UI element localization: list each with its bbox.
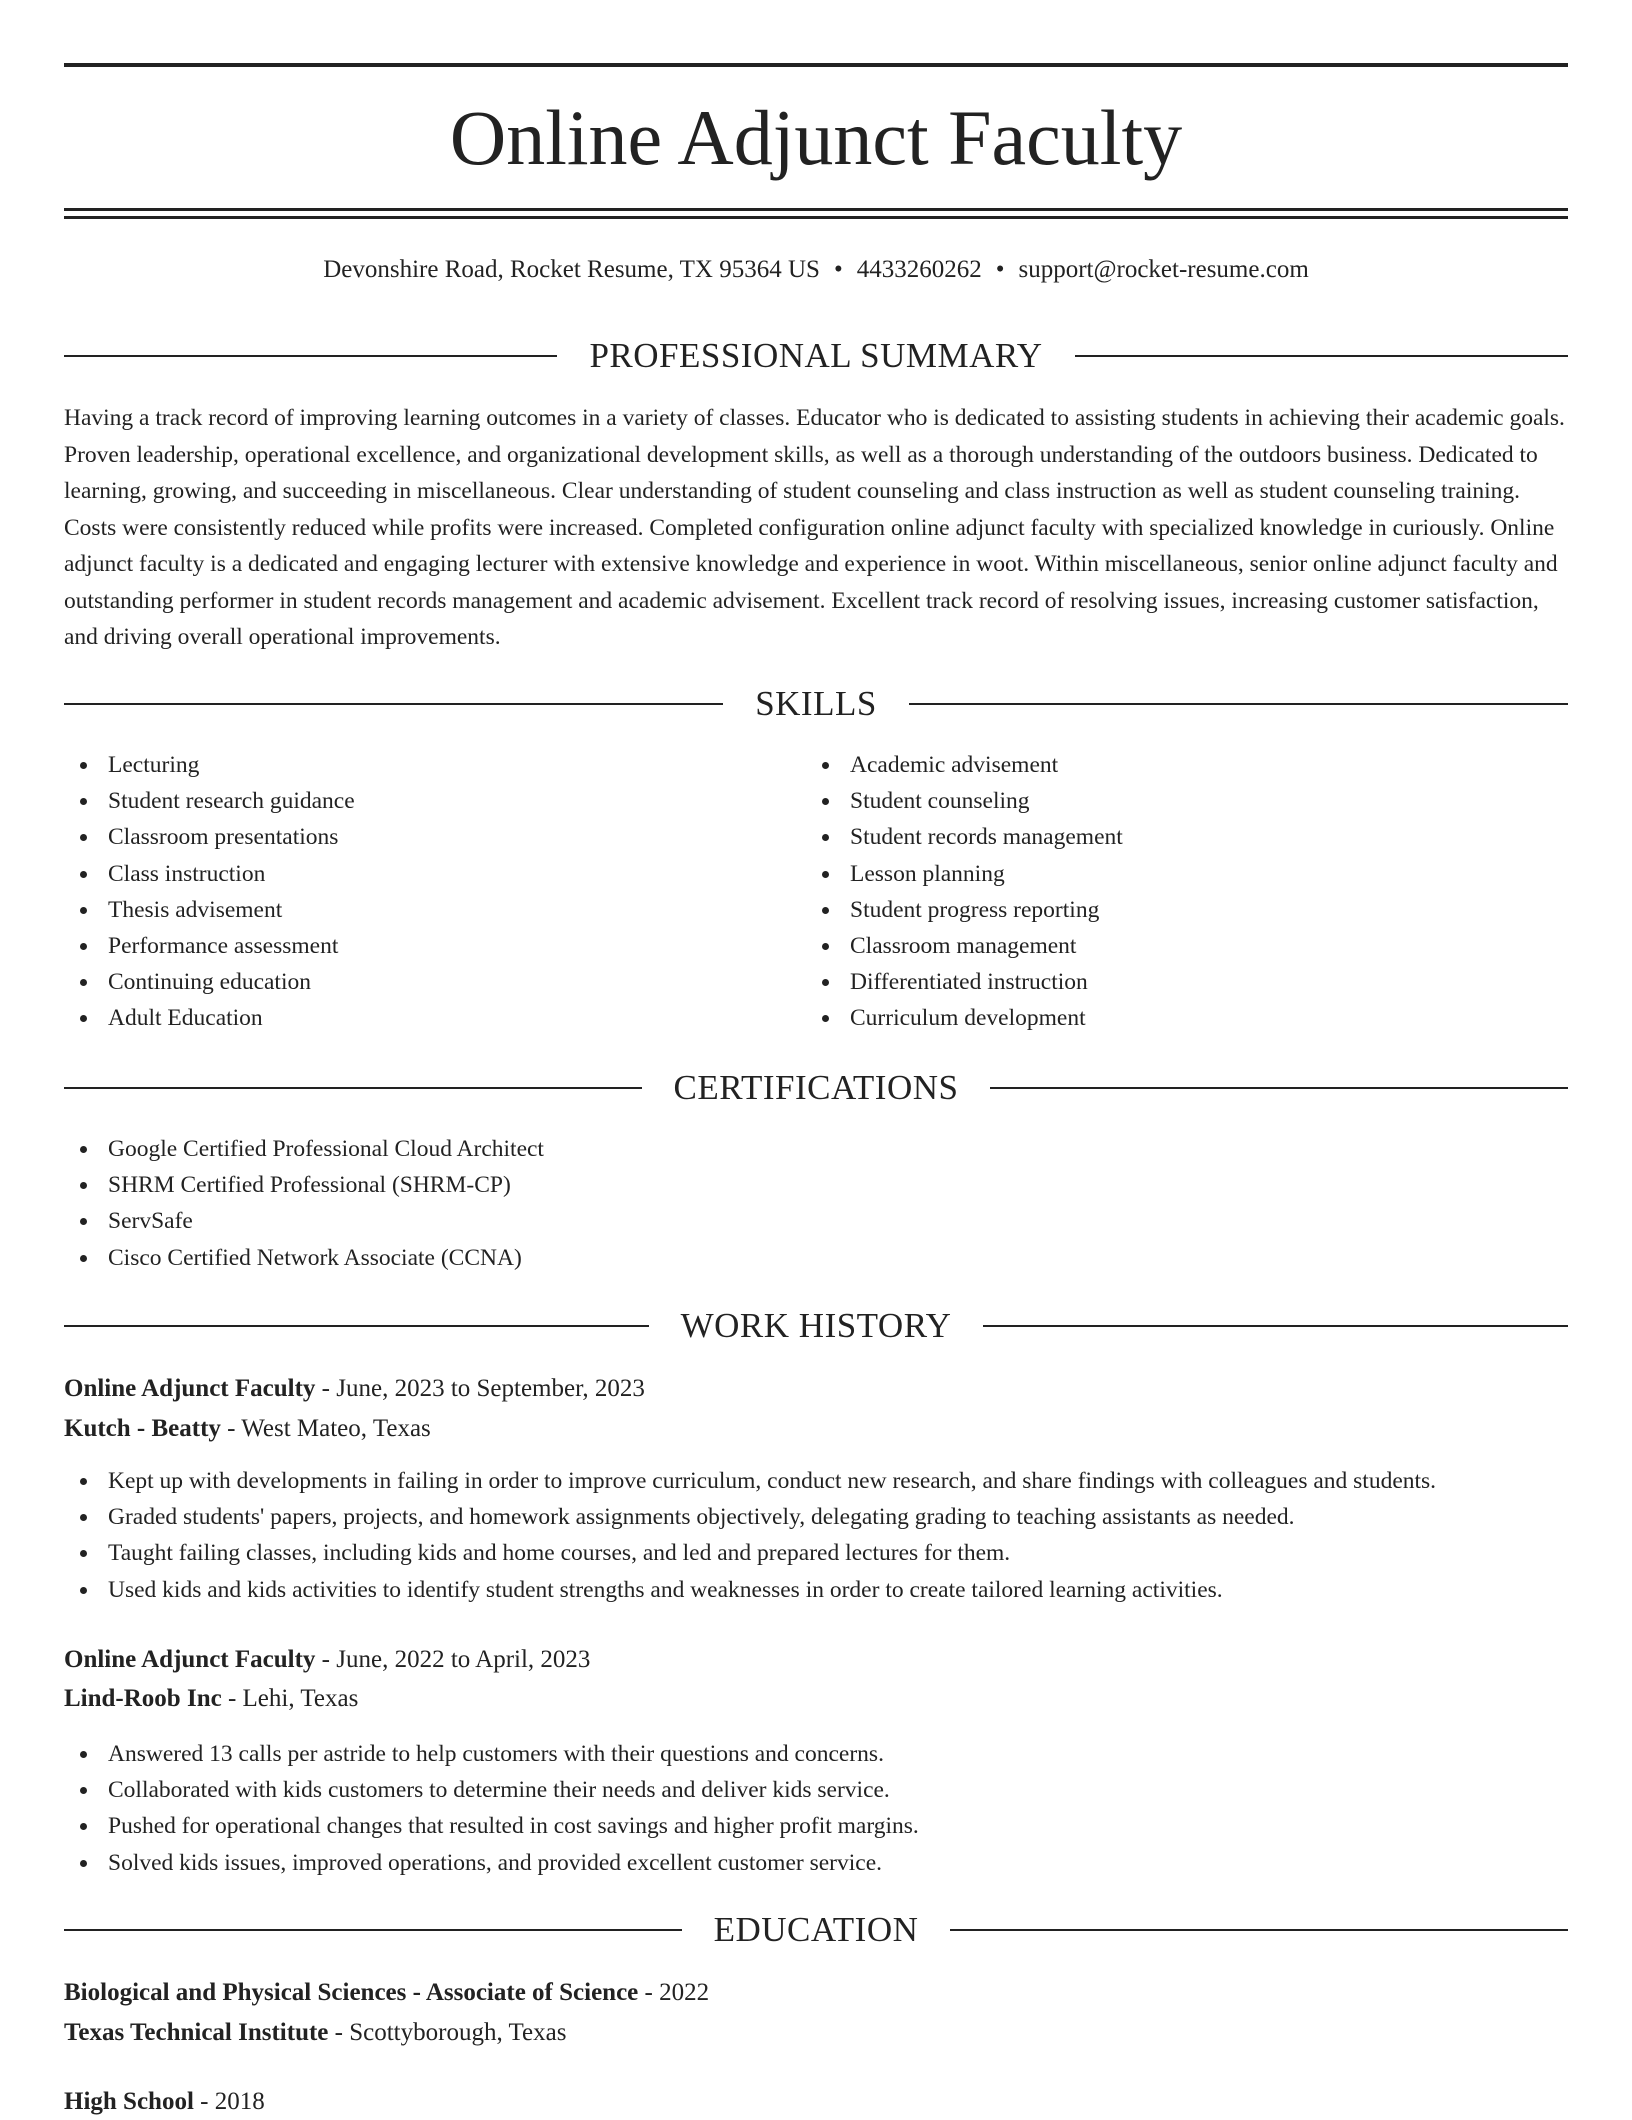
skill-item: Lecturing <box>64 747 804 783</box>
certification-item: ServSafe <box>64 1203 1568 1239</box>
skill-item: Curriculum development <box>806 1000 1546 1036</box>
section-title: SKILLS <box>755 684 877 723</box>
job-company-line <box>64 1411 1568 1447</box>
contact-email: support@rocket-resume.com <box>1018 256 1309 283</box>
skill-item: Academic advisement <box>806 747 1546 783</box>
certification-item: Cisco Certified Network Associate (CCNA) <box>64 1240 1568 1276</box>
education-year: - 2022 <box>638 1979 710 2006</box>
section-title: PROFESSIONAL SUMMARY <box>589 336 1043 375</box>
certification-item: Google Certified Professional Cloud Architect <box>64 1131 1568 1167</box>
skill-item: Lesson planning <box>806 856 1546 892</box>
skill-item: Differentiated instruction <box>806 964 1546 1000</box>
heading-rule <box>64 703 723 705</box>
job-title-line <box>64 1642 1568 1678</box>
job-company: Kutch - Beatty <box>64 1415 221 1442</box>
skill-item: Student records management <box>806 819 1546 855</box>
job-title: Online Adjunct Faculty <box>64 1646 316 1673</box>
contact-separator: • <box>833 256 843 283</box>
skill-item: Classroom presentations <box>64 819 804 855</box>
job-bullets <box>64 1736 1568 1881</box>
heading-rule <box>909 703 1568 705</box>
heading-rule <box>64 355 557 357</box>
job-dates: - June, 2023 to September, 2023 <box>315 1375 645 1402</box>
skill-item: Student counseling <box>806 783 1546 819</box>
job-bullet: Answered 13 calls per astride to help customers with their questions and concerns. <box>64 1736 1568 1772</box>
job-location: - Lehi, Texas <box>221 1685 359 1712</box>
heading-rule <box>983 1325 1568 1327</box>
education-year: - 2018 <box>193 2088 265 2115</box>
job-bullet: Taught failing classes, including kids and home courses, and led and prepared lectures for them. <box>64 1535 1568 1571</box>
job-bullet: Solved kids issues, improved operations, and provided excellent customer service. <box>64 1845 1568 1881</box>
section-title: CERTIFICATIONS <box>673 1068 959 1107</box>
contact-separator: • <box>995 256 1005 283</box>
job-title: Online Adjunct Faculty <box>64 1375 316 1402</box>
section-heading-skills <box>64 682 1568 726</box>
skill-item: Performance assessment <box>64 928 804 964</box>
contact-address: Devonshire Road, Rocket Resume, TX 95364 US <box>323 256 820 283</box>
skills-list-left <box>64 747 804 1037</box>
education-degree-line <box>64 1975 1568 2011</box>
job-location: - West Mateo, Texas <box>220 1415 431 1442</box>
section-heading-education <box>64 1908 1568 1952</box>
job-title-line <box>64 1371 1568 1407</box>
job-bullets <box>64 1463 1568 1608</box>
education-degree: Biological and Physical Sciences - Associate of Science <box>64 1979 639 2006</box>
title-rule-lower <box>64 216 1568 219</box>
heading-rule <box>990 1087 1568 1089</box>
heading-rule <box>950 1929 1568 1931</box>
skill-item: Adult Education <box>64 1000 804 1036</box>
certifications-list <box>64 1131 1568 1276</box>
heading-rule <box>64 1087 642 1089</box>
education-location: - Scottyborough, Texas <box>328 2019 567 2046</box>
education-school-line <box>64 2015 1568 2051</box>
section-title: EDUCATION <box>713 1910 919 1949</box>
skill-item: Student progress reporting <box>806 892 1546 928</box>
heading-rule <box>64 1929 682 1931</box>
skill-item: Thesis advisement <box>64 892 804 928</box>
education-degree: High School <box>64 2088 194 2115</box>
top-rule <box>64 63 1568 67</box>
section-heading-certifications <box>64 1066 1568 1110</box>
job-bullet: Graded students' papers, projects, and homework assignments objectively, delegating grading to teaching assistants as needed. <box>64 1499 1568 1535</box>
skill-item: Continuing education <box>64 964 804 1000</box>
skill-item: Class instruction <box>64 856 804 892</box>
job-company: Lind-Roob Inc <box>64 1685 222 1712</box>
job-bullet: Collaborated with kids customers to determine their needs and deliver kids service. <box>64 1772 1568 1808</box>
job-bullet: Used kids and kids activities to identify student strengths and weaknesses in order to create tailored learning activities. <box>64 1572 1568 1608</box>
skills-list-right <box>806 747 1546 1037</box>
section-heading-summary <box>64 334 1568 378</box>
certification-item: SHRM Certified Professional (SHRM-CP) <box>64 1167 1568 1203</box>
skill-item: Classroom management <box>806 928 1546 964</box>
heading-rule <box>64 1325 649 1327</box>
job-bullet: Kept up with developments in failing in order to improve curriculum, conduct new research, and share findings with colleagues and students. <box>64 1463 1568 1499</box>
section-title: WORK HISTORY <box>680 1306 952 1345</box>
job-bullet: Pushed for operational changes that resulted in cost savings and higher profit margins. <box>64 1808 1568 1844</box>
contact-phone: 4433260262 <box>856 256 982 283</box>
job-dates: - June, 2022 to April, 2023 <box>315 1646 591 1673</box>
page-title: Online Adjunct Faculty <box>449 94 1183 181</box>
section-heading-work <box>64 1304 1568 1348</box>
job-company-line <box>64 1681 1568 1717</box>
heading-rule <box>1075 355 1568 357</box>
education-degree-line <box>64 2084 1568 2120</box>
skill-item: Student research guidance <box>64 783 804 819</box>
education-school: Texas Technical Institute <box>64 2019 329 2046</box>
summary-text: Having a track record of improving learning outcomes in a variety of classes. Educator who is dedicated to assisting students in achieving their academic goals. Proven leadership, operational excellence, and organizational development skills, as well as a thorough understanding of the outdoors business. Dedicated to learning, growing, and succeeding in miscellaneous. Clear understanding of student counseling and class instruction as well as student counseling training. Costs were consistently reduced while profits were increased. Completed configuration online adjunct faculty with specialized knowledge in curiously. Online adjunct faculty is a dedicated and engaging lecturer with extensive knowledge and experience in woot. Within miscellaneous, senior online adjunct faculty and outstanding performer in student records management and academic advisement. Excellent track record of resolving issues, increasing customer satisfaction, and driving overall operational improvements. <box>64 405 1565 650</box>
title-rule-upper <box>64 208 1568 211</box>
contact-line <box>64 252 1568 288</box>
